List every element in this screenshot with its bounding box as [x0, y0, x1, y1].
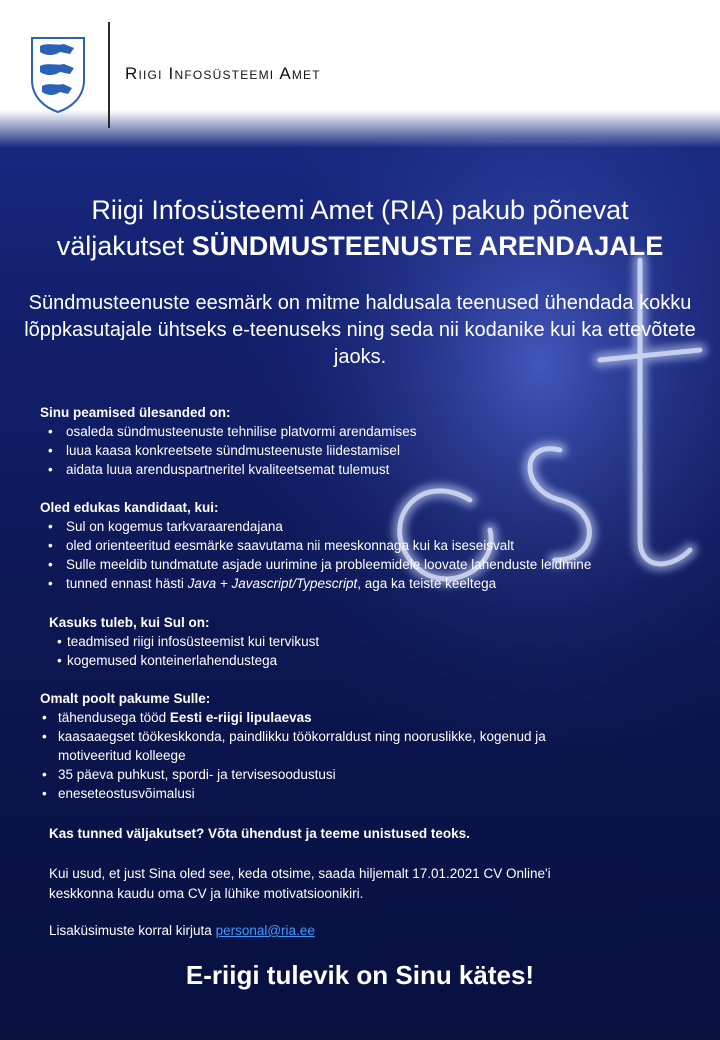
bonus-section — [49, 613, 319, 670]
job-title: SÜNDMUSTEENUSTE ARENDAJALE — [191, 231, 664, 261]
list-item-technologies: Java + Javascript/Typescript — [187, 576, 358, 591]
list-item: • aidata luua arenduspartneritel kvaliteetsemat tulemust — [40, 460, 416, 479]
headline — [20, 192, 700, 264]
list-item-prefix: tähendusega tööd — [58, 710, 170, 725]
list-item: • kaasaaegset töökeskkonda, paindlikku töökorraldust ning nooruslikke, kogenud ja motiveeritud kolleege — [40, 727, 600, 765]
list-item — [40, 574, 591, 593]
intro-paragraph: Sündmusteenuste eesmärk on mitme haldusala teenused ühendada kokku lõppkasutajale ühtseks e-teenuseks ning seda nii kodanike kui ka ettevõtete jaoks. — [24, 292, 696, 368]
list-item: • eneseteostusvõimalusi — [40, 784, 600, 803]
headline-line-2 — [20, 228, 700, 264]
list-item: • kogemused konteinerlahendustega — [49, 651, 319, 670]
list-item: • Sul on kogemus tarkvaraarendajana — [40, 517, 591, 536]
list-item: • luua kaasa konkreetsete sündmusteenuste liidestamisel — [40, 441, 416, 460]
offer-heading: Omalt poolt pakume Sulle: — [40, 691, 211, 706]
candidate-section — [40, 498, 591, 593]
list-item-highlight: Eesti e-riigi lipulaevas — [169, 710, 312, 725]
list-item — [40, 708, 600, 727]
list-item-suffix: , aga ka teiste keeltega — [357, 576, 497, 591]
call-to-action: Kas tunned väljakutset? Võta ühendust ja teeme unistused teoks. — [49, 826, 470, 841]
list-item: • osaleda sündmusteenuste tehnilise platvormi arendamises — [40, 422, 416, 441]
list-item-prefix: tunned ennast hästi — [66, 576, 188, 591]
headline-line-2-prefix: väljakutset — [56, 231, 192, 261]
headline-line-1: Riigi Infosüsteemi Amet (RIA) pakub põnevat — [91, 195, 629, 225]
list-item: • oled orienteeritud eesmärke saavutama nii meeskonnaga kui ka iseseisvalt — [40, 536, 591, 555]
application-instructions: Kui usud, et just Sina oled see, keda otsime, saada hiljemalt 17.01.2021 CV Online'i keskkonna kaudu oma CV ja lühike motivatsioonikiri. — [49, 866, 551, 901]
tasks-section — [40, 403, 416, 479]
offer-section — [40, 689, 600, 803]
contact-prefix: Lisaküsimuste korral kirjuta — [49, 923, 216, 938]
list-item: • teadmised riigi infosüsteemist kui tervikust — [49, 632, 319, 651]
organization-name: Riigi Infosüsteemi Amet — [125, 64, 321, 83]
contact-line — [49, 921, 649, 941]
bonus-heading: Kasuks tuleb, kui Sul on: — [49, 615, 210, 630]
list-item: • Sulle meeldib tundmatute asjade uurimine ja probleemidele loovate lahenduste leidmine — [40, 555, 591, 574]
list-item: • 35 päeva puhkust, spordi- ja tervisesoodustusi — [40, 765, 600, 784]
candidate-heading: Oled edukas kandidaat, kui: — [40, 500, 219, 515]
email-link[interactable]: personal@ria.ee — [215, 923, 315, 938]
tasks-heading: Sinu peamised ülesanded on: — [40, 405, 231, 420]
footer-slogan: E-riigi tulevik on Sinu kätes! — [185, 960, 535, 990]
